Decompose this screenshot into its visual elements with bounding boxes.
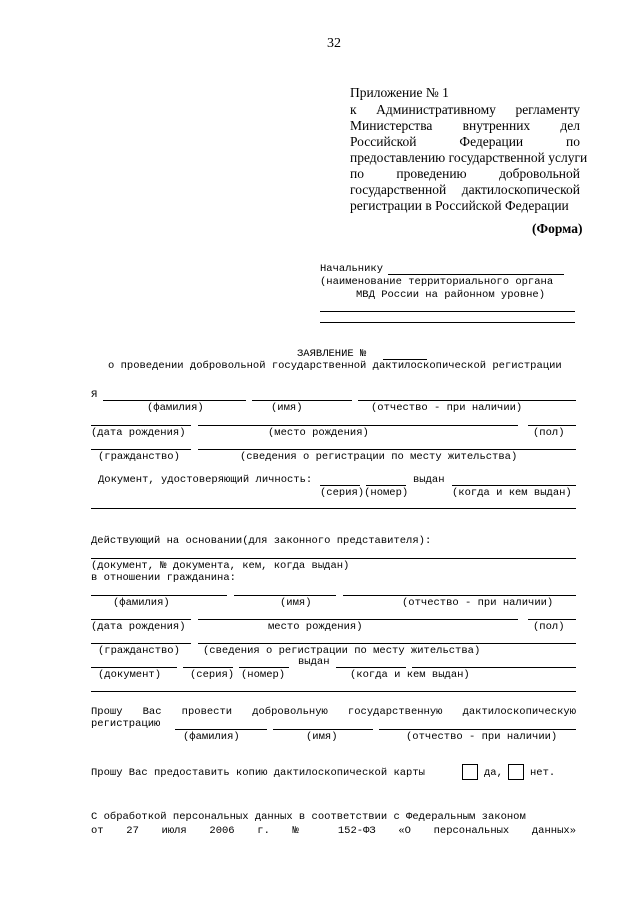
yes-checkbox[interactable] bbox=[462, 764, 478, 780]
registration-line[interactable] bbox=[198, 449, 576, 450]
name-caption: (имя) bbox=[271, 402, 303, 414]
form-label: (Форма) bbox=[532, 221, 583, 236]
rep-issued-by-caption: (когда и кем выдан) bbox=[350, 669, 470, 681]
rep-series-caption: (серия) bbox=[190, 669, 235, 681]
req-name-line[interactable] bbox=[273, 729, 373, 730]
patronymic-caption: (отчество - при наличии) bbox=[371, 402, 523, 414]
consent-line-2: от 27 июля 2006 г. № 152-ФЗ «О персональных данных» bbox=[91, 825, 576, 837]
rep-citizenship-caption: (гражданство) bbox=[98, 645, 180, 657]
citizenship-line[interactable] bbox=[91, 449, 191, 450]
appendix-line: регистрации в Российской Федерации bbox=[350, 198, 569, 213]
rep-surname-line[interactable] bbox=[91, 595, 227, 596]
rep-series-line[interactable] bbox=[183, 667, 233, 668]
i-label: Я bbox=[91, 389, 98, 401]
birth-place-line[interactable] bbox=[198, 425, 518, 426]
statement-title: ЗАЯВЛЕНИЕ № bbox=[297, 348, 367, 360]
rep-birth-date-caption: (дата рождения) bbox=[91, 621, 186, 633]
page-number: 32 bbox=[327, 36, 341, 51]
req-patronymic-line[interactable] bbox=[379, 729, 576, 730]
rep-number-line[interactable] bbox=[239, 667, 289, 668]
rep-document-line[interactable] bbox=[91, 667, 177, 668]
issued-label: выдан bbox=[413, 474, 445, 486]
rep-issued-line[interactable] bbox=[336, 667, 406, 668]
rep-surname-caption: (фамилия) bbox=[113, 597, 170, 609]
rep-number-caption: (номер) bbox=[241, 669, 286, 681]
id-doc-label: Документ, удостоверяющий личность: bbox=[98, 474, 313, 486]
appendix-line: по проведению добровольной bbox=[350, 166, 580, 181]
rep-sex-line[interactable] bbox=[528, 619, 576, 620]
registration-caption: (сведения о регистрации по месту жительства) bbox=[240, 451, 518, 463]
req-surname-line[interactable] bbox=[175, 729, 267, 730]
number-line[interactable] bbox=[366, 485, 406, 486]
surname-line[interactable] bbox=[103, 400, 246, 401]
citizenship-caption: (гражданство) bbox=[98, 451, 180, 463]
chief-label: Начальнику bbox=[320, 263, 384, 275]
sex-caption: (пол) bbox=[533, 427, 565, 439]
req-name-caption: (имя) bbox=[306, 731, 338, 743]
applicant-extra-line[interactable] bbox=[91, 508, 576, 509]
rep-document-caption: (документ) bbox=[98, 669, 162, 681]
rep-birth-date-line[interactable] bbox=[91, 619, 191, 620]
rep-sex-caption: (пол) bbox=[533, 621, 565, 633]
rep-issued-by-line[interactable] bbox=[412, 667, 576, 668]
appendix-line: предоставлению государственной услуги bbox=[350, 150, 588, 165]
rep-name-caption: (имя) bbox=[280, 597, 312, 609]
org-line-2[interactable] bbox=[320, 322, 575, 323]
sex-line[interactable] bbox=[528, 425, 576, 426]
appendix-line: Министерства внутренних дел bbox=[350, 118, 580, 133]
request-line-1: Прошу Вас провести добровольную государственную дактилоскопическую bbox=[91, 706, 576, 718]
birth-place-caption: (место рождения) bbox=[268, 427, 369, 439]
rep-issued-label: выдан bbox=[298, 656, 330, 668]
org-line-1[interactable] bbox=[320, 311, 575, 312]
rep-citizenship-line[interactable] bbox=[91, 643, 191, 644]
no-checkbox[interactable] bbox=[508, 764, 524, 780]
rep-registration-caption: (сведения о регистрации по месту жительства) bbox=[203, 645, 481, 657]
basis-doc-caption: (документ, № документа, кем, когда выдан) bbox=[91, 560, 350, 572]
rep-birth-place-caption: место рождения) bbox=[268, 621, 363, 633]
no-label: нет. bbox=[530, 767, 556, 779]
appendix-line: государственной дактилоскопической bbox=[350, 182, 580, 197]
org-caption-2: МВД России на районном уровне) bbox=[356, 289, 546, 301]
series-line[interactable] bbox=[320, 485, 360, 486]
issued-by-caption: (когда и кем выдан) bbox=[452, 487, 572, 499]
consent-line-1: С обработкой персональных данных в соответствии с Федеральным законом bbox=[91, 811, 526, 823]
birth-date-caption: (дата рождения) bbox=[91, 427, 186, 439]
appendix-title: Приложение № 1 bbox=[350, 85, 449, 100]
rep-extra-line[interactable] bbox=[91, 691, 576, 692]
birth-date-line[interactable] bbox=[91, 425, 191, 426]
regarding-label: в отношении гражданина: bbox=[91, 572, 236, 584]
acting-label: Действующий на основании(для законного представителя): bbox=[91, 535, 432, 547]
rep-patronymic-line[interactable] bbox=[343, 595, 576, 596]
chief-line[interactable] bbox=[388, 274, 564, 275]
rep-registration-line[interactable] bbox=[198, 643, 576, 644]
org-caption-1: (наименование территориального органа bbox=[320, 276, 554, 288]
statement-subtitle: о проведении добровольной государственной дактилоскопической регистрации bbox=[108, 360, 562, 372]
appendix-line: Российской Федерации по bbox=[350, 134, 580, 149]
name-line[interactable] bbox=[252, 400, 352, 401]
issued-by-line[interactable] bbox=[452, 485, 576, 486]
req-surname-caption: (фамилия) bbox=[183, 731, 240, 743]
req-patronymic-caption: (отчество - при наличии) bbox=[406, 731, 558, 743]
rep-patronymic-caption: (отчество - при наличии) bbox=[402, 597, 554, 609]
appendix-line: к Административному регламенту bbox=[350, 102, 580, 117]
series-number-caption: (серия)(номер) bbox=[320, 487, 409, 499]
surname-caption: (фамилия) bbox=[147, 402, 204, 414]
patronymic-line[interactable] bbox=[358, 400, 576, 401]
rep-birth-place-line[interactable] bbox=[198, 619, 518, 620]
basis-doc-line[interactable] bbox=[91, 558, 576, 559]
yes-label: да, bbox=[484, 767, 503, 779]
rep-name-line[interactable] bbox=[234, 595, 336, 596]
copy-request-text: Прошу Вас предоставить копию дактилоскопической карты bbox=[91, 767, 425, 779]
request-line-2: регистрацию bbox=[91, 718, 161, 730]
